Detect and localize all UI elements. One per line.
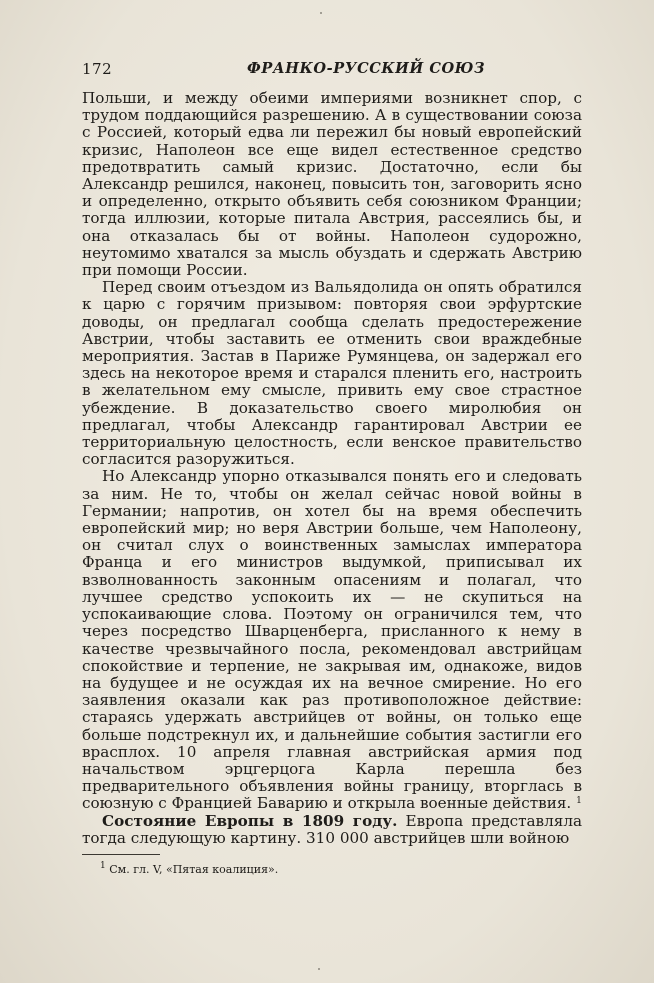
paper-speck xyxy=(318,968,320,970)
section-heading: Состояние Европы в 1809 году. xyxy=(102,811,398,830)
paragraph-4 xyxy=(82,813,582,847)
footnote-text: См. гл. V, «Пятая коалиция». xyxy=(109,863,279,876)
paragraph-3 xyxy=(82,468,582,812)
paper-speck xyxy=(320,12,322,14)
footnote-divider xyxy=(82,854,160,855)
running-title: ФРАНКО-РУССКИЙ СОЮЗ xyxy=(247,60,486,77)
paragraph-2-text: Перед своим отъездом из Вальядолида он опять обратился к царю с горячим призывом: повторяя свои эрфуртские доводы, он предлагал сообща сделать предостережение Австрии, чтобы заставить ее отменить свои враждебные мероприятия. Застав в Париже Румянцева, он задержал его здесь на некоторое время и старался пленить его, настроить в желательном ему смысле, привить ему свое страстное убеждение. В доказательство своего миролюбия он предлагал, чтобы Александр гарантировал Австрии ее территориальную целостность, если венское правительство согласится разоружиться. xyxy=(82,278,582,469)
footnote xyxy=(100,863,580,877)
footnote-mark: 1 xyxy=(100,861,106,871)
paragraph-1 xyxy=(82,90,582,279)
paragraph-3-text: Но Александр упорно отказывался понять его и следовать за ним. Не то, чтобы он желал сейчас новой войны в Германии; напротив, он хотел бы на время обеспечить европейский мир; но веря Австрии больше, чем Наполеону, он считал слух о воинственных замыслах императора Франца и его министров выдумкой, приписывал их взволнованность законным опасениям и полагал, что лучшее средство успокоить их — не скупиться на успокаивающие слова. Поэтому он ограничился тем, что через посредство Шварценберга, присланного к нему в качестве чрезвычайного посла, рекомендовал австрийцам спокойствие и терпение, не закрывая им, однакоже, видов на будущее и не осуждая их на вечное смирение. Но его заявления оказали как раз противоположное действие: стараясь удержать австрийцев от войны, он только еще больше подстрекнул их, и дальнейшие события застигли его врасплох. 10 апреля главная австрийская армия под начальством эрцгерцога Карла перешла без предварительного объявления войны границу, вторглась в союзную с Францией Баварию и открыла военные действия. xyxy=(82,467,582,813)
page-header xyxy=(82,60,582,82)
paragraph-2 xyxy=(82,279,582,468)
page-number: 172 xyxy=(82,60,113,78)
footnote-reference[interactable]: 1 xyxy=(576,796,582,807)
body-text xyxy=(82,90,582,847)
paragraph-4-text: Европа представляла тогда следующую картину. 310 000 австрийцев шли войною xyxy=(82,811,583,847)
paragraph-1-text: Польши, и между обеими империями возникнет спор, с трудом поддающийся разрешению. А в существовании союза с Россией, который едва ли пережил бы новый европейский кризис, Наполеон все еще видел естественное средство предотвратить самый кризис. Достаточно, если бы Александр решился, наконец, повысить тон, заговорить ясно и определенно, открыто объявить себя союзником Франции; тогда иллюзии, которые питала Австрия, рассеялись бы, и она отказалась бы от войны. Наполеон судорожно, неутомимо хватался за мысль обуздать и сдержать Австрию при помощи России. xyxy=(82,89,582,280)
